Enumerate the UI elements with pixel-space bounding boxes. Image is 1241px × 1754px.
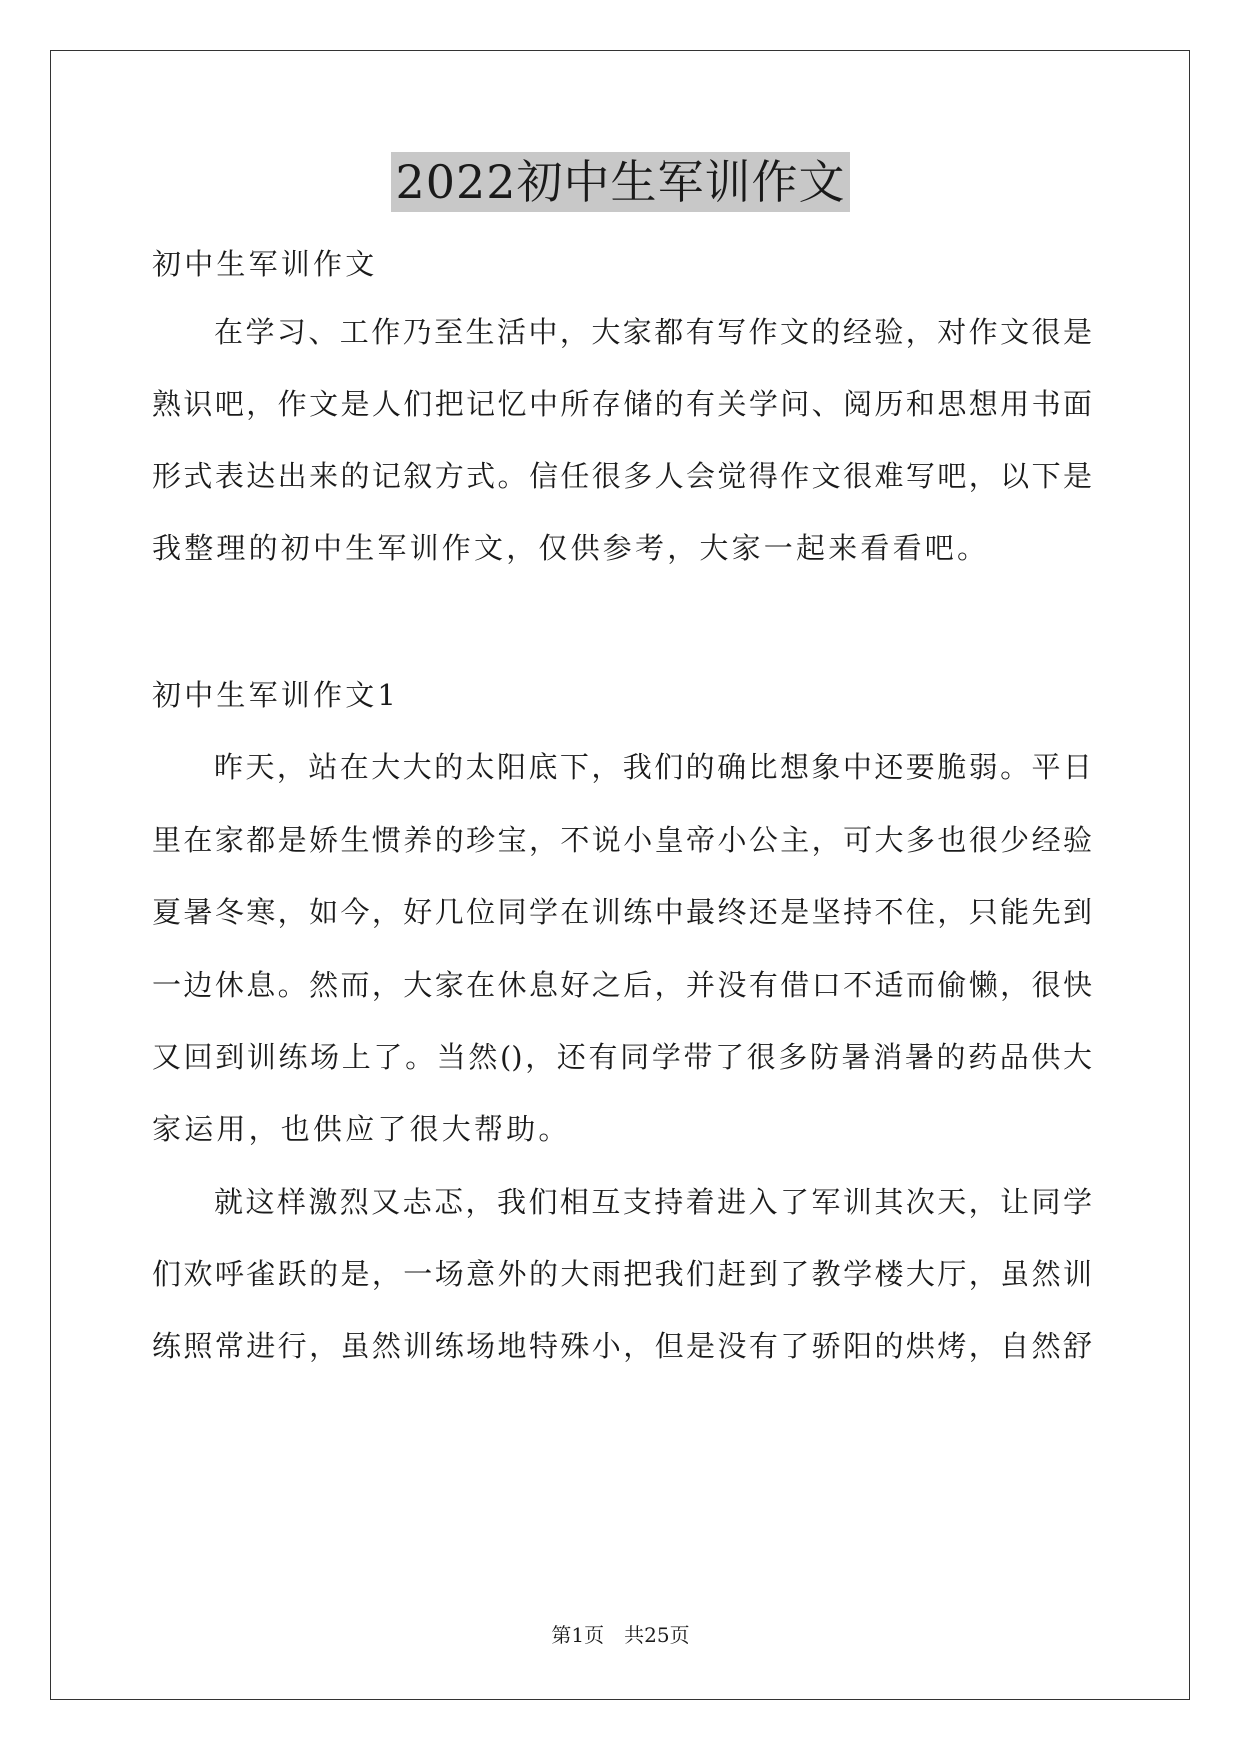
para1-line-1: 昨天，站在大大的太阳底下，我们的确比想象中还要脆弱。平日 (214, 750, 1092, 784)
para1-line-5: 又回到训练场上了。当然()，还有同学带了很多防暑消暑的药品供大 (152, 1040, 1092, 1074)
subheading: 初中生军训作文 (152, 247, 378, 281)
intro-line-1: 在学习、工作乃至生活中，大家都有写作文的经验，对作文很是 (214, 315, 1092, 349)
document-title: 2022初中生军训作文 (391, 152, 849, 212)
para1-line-3: 夏暑冬寒，如今，好几位同学在训练中最终还是坚持不住，只能先到 (152, 895, 1092, 929)
section-heading: 初中生军训作文1 (152, 678, 400, 712)
intro-line-2: 熟识吧，作文是人们把记忆中所存储的有关学问、阅历和思想用书面 (152, 387, 1092, 421)
intro-line-3: 形式表达出来的记叙方式。信任很多人会觉得作文很难写吧，以下是 (152, 459, 1092, 493)
para2-line-3: 练照常进行，虽然训练场地特殊小，但是没有了骄阳的烘烤，自然舒 (152, 1329, 1092, 1363)
title-container (0, 152, 1241, 212)
para2-line-2: 们欢呼雀跃的是，一场意外的大雨把我们赶到了教学楼大厅，虽然训 (152, 1257, 1092, 1291)
para1-line-2: 里在家都是娇生惯养的珍宝，不说小皇帝小公主，可大多也很少经验 (152, 823, 1092, 857)
para2-line-1: 就这样激烈又忐忑，我们相互支持着进入了军训其次天，让同学 (214, 1185, 1092, 1219)
page-border (50, 50, 1190, 1700)
intro-line-4: 我整理的初中生军训作文，仅供参考，大家一起来看看吧。 (152, 531, 990, 565)
para1-line-4: 一边休息。然而，大家在休息好之后，并没有借口不适而偷懒，很快 (152, 968, 1092, 1002)
para1-line-6: 家运用，也供应了很大帮助。 (152, 1112, 571, 1146)
page-number: 第1页 共25页 (551, 1623, 690, 1647)
